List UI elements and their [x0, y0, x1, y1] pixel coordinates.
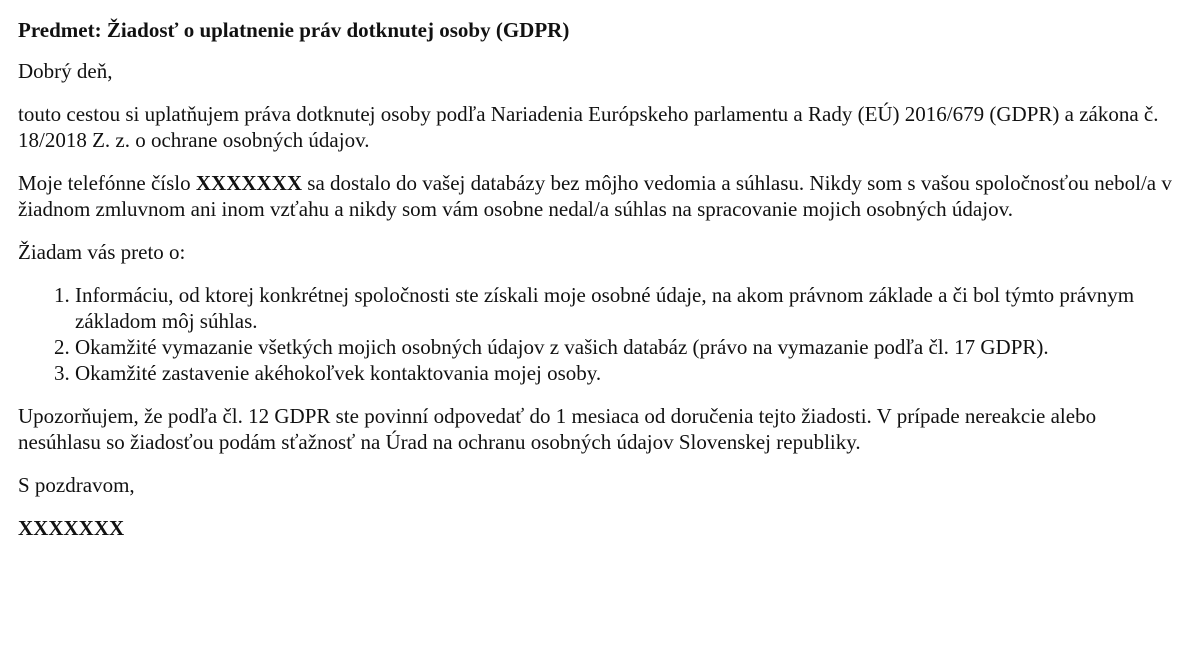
signature-placeholder: XXXXXXX	[18, 516, 125, 540]
request-intro: Žiadam vás preto o:	[18, 240, 186, 264]
letter-subject: Predmet: Žiadosť o uplatnenie práv dotknutej osoby (GDPR)	[18, 18, 570, 42]
warning-paragraph: Upozorňujem, že podľa čl. 12 GDPR ste povinní odpovedať do 1 mesiaca od doručenia tejto žiadosti. V prípade nereakcie alebo nesúhlasu so žiadosťou podám sťažnosť na Úrad na ochranu osobných údajov Slovenskej republiky.	[18, 404, 1097, 454]
greeting: Dobrý deň,	[18, 59, 113, 83]
closing: S pozdravom,	[18, 473, 135, 497]
phone-paragraph	[18, 170, 1180, 222]
phone-number-placeholder: XXXXXXX	[195, 171, 303, 195]
phone-paragraph-lead: Moje telefónne číslo	[18, 171, 196, 195]
phone-paragraph-rest: sa dostalo do vašej databázy bez môjho vedomia a súhlasu. Nikdy som s vašou spoločnosťou nebol/a v žiadnom zmluvnom ani inom vzťahu a nikdy som vám osobne nedal/a súhlas na spracovanie mojich osobných údajov.	[18, 171, 1172, 221]
intro-paragraph: touto cestou si uplatňujem práva dotknutej osoby podľa Nariadenia Európskeho parlamentu a Rady (EÚ) 2016/679 (GDPR) a zákona č. 18/2018 Z. z. o ochrane osobných údajov.	[18, 102, 1159, 152]
request-list	[18, 282, 1180, 386]
request-item-stop-contact: 3. Okamžité zastavenie akéhokoľvek kontaktovania mojej osoby.	[75, 360, 1180, 386]
request-item-erasure: 2. Okamžité vymazanie všetkých mojich osobných údajov z vašich databáz (právo na vymazanie podľa čl. 17 GDPR).	[75, 334, 1180, 360]
request-item-information: 1. Informáciu, od ktorej konkrétnej spoločnosti ste získali moje osobné údaje, na akom právnom základe a či bol týmto právnym základom môj súhlas.	[75, 282, 1180, 334]
